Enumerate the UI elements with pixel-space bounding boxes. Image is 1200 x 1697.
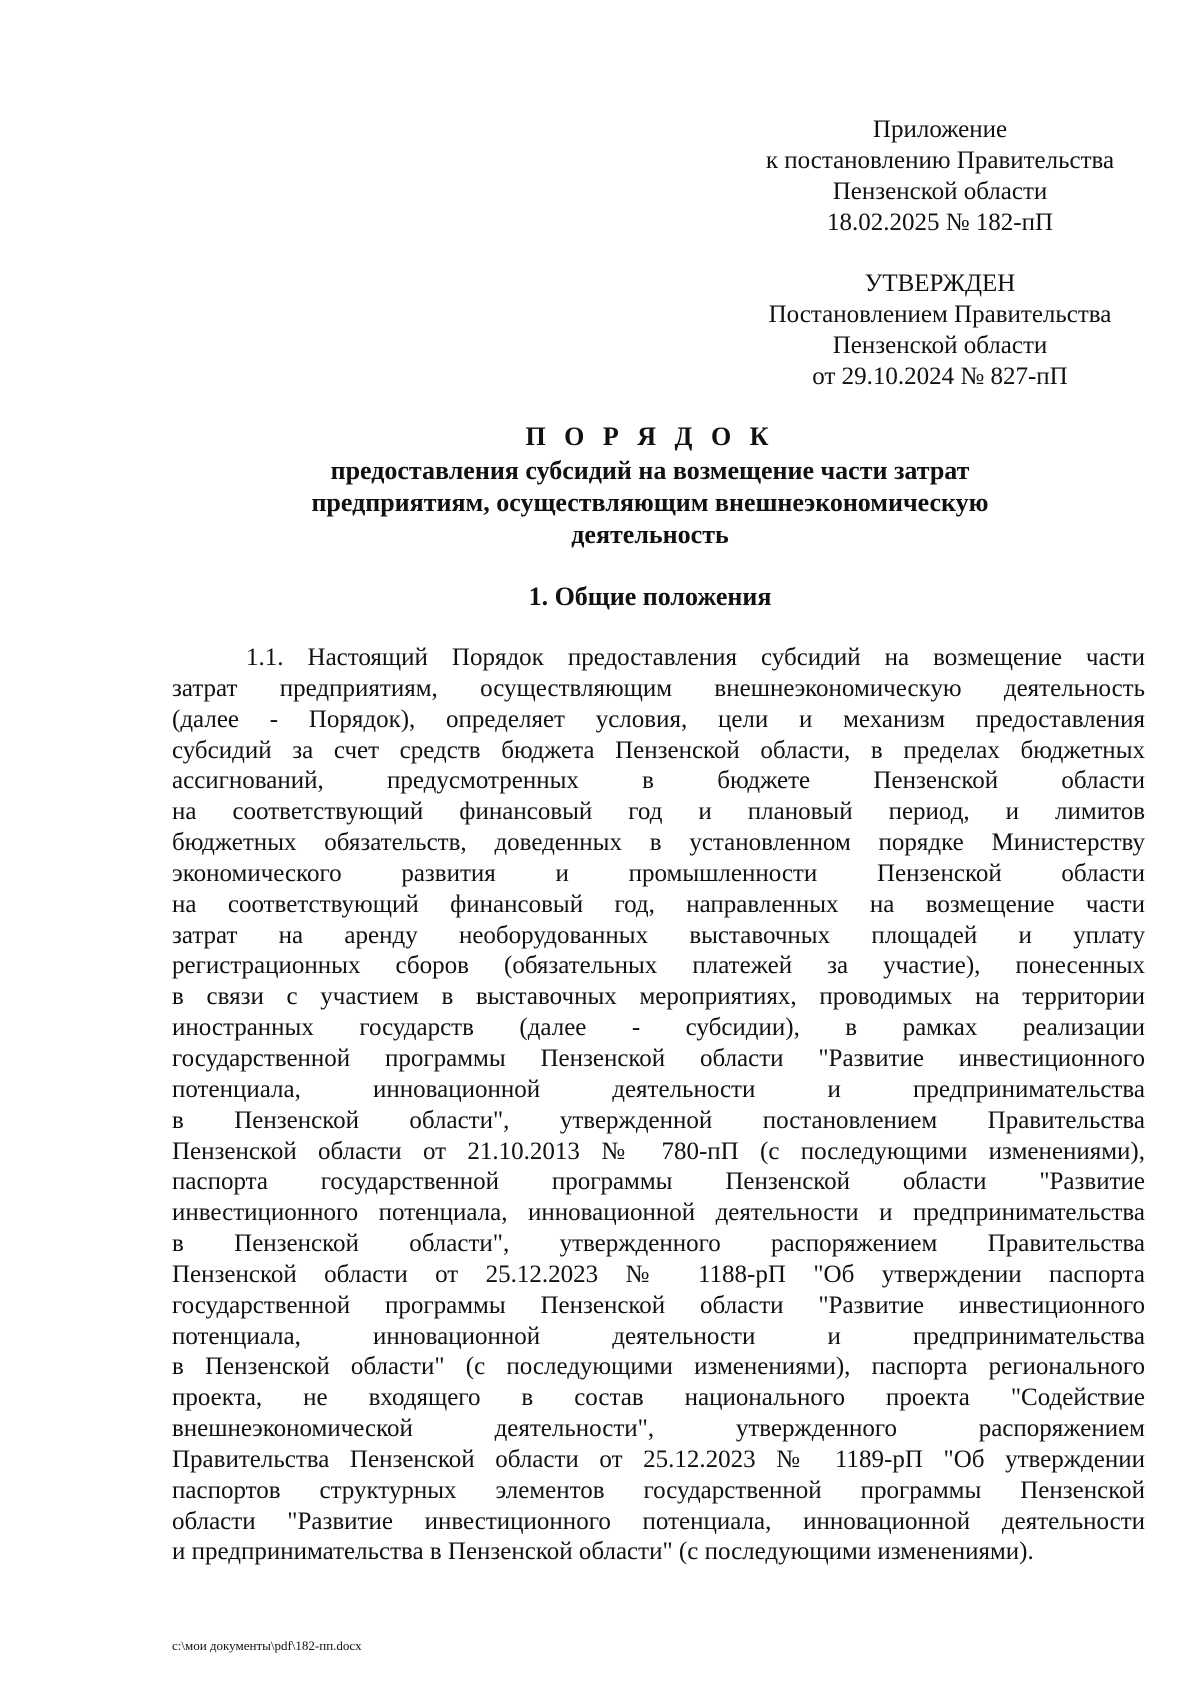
paragraph-line: на соответствующий финансовый год, направленных на возмещение части: [172, 890, 1145, 918]
title-main: П О Р Я Д О К: [525, 422, 775, 451]
paragraph-line: ассигнований, предусмотренных в бюджете Пензенской области: [172, 767, 1145, 795]
paragraph-line: Пензенской области от 21.10.2013 № 780-пП (с последующими изменениями),: [172, 1137, 1145, 1165]
title-subtitle-line: предприятиям, осуществляющим внешнеэкономическую: [311, 488, 989, 517]
paragraph-line: 1.1. Настоящий Порядок предоставления субсидий на возмещение части: [246, 644, 1145, 671]
paragraph-line: и предпринимательства в Пензенской области" (с последующими изменениями).: [172, 1538, 1034, 1566]
paragraph-line: в Пензенской области", утвержденной постановлением Правительства: [172, 1106, 1145, 1134]
paragraph-line: бюджетных обязательств, доведенных в установленном порядке Министерству: [172, 829, 1145, 857]
appendix-line: Приложение: [872, 116, 1008, 143]
paragraph-line: государственной программы Пензенской области "Развитие инвестиционного: [172, 1044, 1145, 1072]
paragraph-line: в связи с участием в выставочных мероприятиях, проводимых на территории: [172, 983, 1145, 1011]
paragraph-line: области "Развитие инвестиционного потенциала, инновационной деятельности: [172, 1507, 1145, 1535]
paragraph-line: в Пензенской области" (с последующими изменениями), паспорта регионального: [172, 1353, 1145, 1381]
document-title: [170, 421, 1130, 551]
paragraph-line: инвестиционного потенциала, инновационной деятельности и предпринимательства: [172, 1199, 1145, 1227]
paragraph-line: Правительства Пензенской области от 25.12.2023 № 1189-рП "Об утверждении: [172, 1445, 1145, 1473]
paragraph-line: иностранных государств (далее - субсидии), в рамках реализации: [172, 1014, 1145, 1042]
appendix-block: [740, 114, 1140, 238]
paragraph-line: государственной программы Пензенской области "Развитие инвестиционного: [172, 1291, 1145, 1319]
paragraph-line: субсидий за счет средств бюджета Пензенской области, в пределах бюджетных: [172, 736, 1145, 764]
approved-line: Пензенской области: [832, 332, 1048, 359]
approved-block: [740, 268, 1140, 392]
paragraph-line: на соответствующий финансовый год и плановый период, и лимитов: [172, 798, 1145, 826]
appendix-line: Пензенской области: [832, 178, 1048, 205]
approved-line: УТВЕРЖДЕН: [864, 270, 1016, 297]
title-subtitle-line: деятельность: [571, 520, 729, 549]
paragraph-line: затрат предприятиям, осуществляющим внешнеэкономическую деятельность: [172, 674, 1145, 702]
paragraph-line: внешнеэкономической деятельности", утвержденного распоряжением: [172, 1415, 1145, 1443]
appendix-line: к постановлению Правительства: [765, 147, 1115, 174]
appendix-line: 18.02.2025 № 182-пП: [826, 209, 1054, 236]
section-heading: 1. Общие положения: [528, 582, 772, 611]
paragraph-line: экономического развития и промышленности Пензенской области: [172, 859, 1145, 887]
paragraph-line: потенциала, инновационной деятельности и предпринимательства: [172, 1322, 1145, 1350]
paragraph-line: регистрационных сборов (обязательных платежей за участие), понесенных: [172, 952, 1145, 980]
paragraph-line: паспортов структурных элементов государственной программы Пензенской: [172, 1476, 1145, 1504]
paragraph-line: паспорта государственной программы Пензенской области "Развитие: [172, 1168, 1145, 1196]
paragraph-line: затрат на аренду необорудованных выставочных площадей и уплату: [172, 921, 1145, 949]
paragraph-line: в Пензенской области", утвержденного распоряжением Правительства: [172, 1230, 1145, 1258]
paragraph-line: Пензенской области от 25.12.2023 № 1188-рП "Об утверждении паспорта: [172, 1260, 1145, 1288]
footer-file-path: c:\мои документы\pdf\182-пп.docx: [172, 1638, 362, 1653]
approved-line: от 29.10.2024 № 827-пП: [812, 363, 1068, 390]
approved-line: Постановлением Правительства: [768, 301, 1112, 328]
paragraph-line: проекта, не входящего в состав национального проекта "Содействие: [172, 1384, 1145, 1412]
title-subtitle-line: предоставления субсидий на возмещение части затрат: [330, 456, 970, 485]
paragraph-1-1: [172, 643, 1145, 1568]
paragraph-line: (далее - Порядок), определяет условия, цели и механизм предоставления: [172, 705, 1145, 733]
paragraph-line: потенциала, инновационной деятельности и предпринимательства: [172, 1075, 1145, 1103]
